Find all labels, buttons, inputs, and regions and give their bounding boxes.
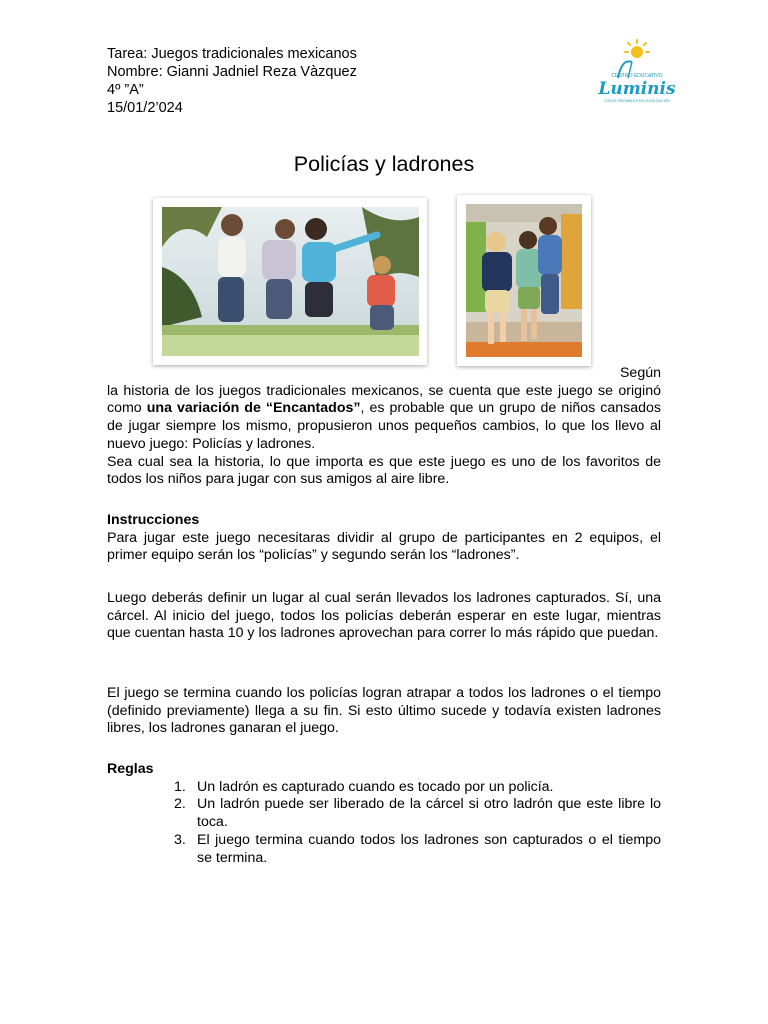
intro-paragraph bbox=[107, 383, 661, 454]
list-item bbox=[174, 832, 661, 867]
date-line: 15/01/2’024 bbox=[107, 100, 183, 116]
instructions-paragraph-1: Para jugar este juego necesitaras dividir al grupo de participantes en 2 equipos, el primer equipo serán los “policías” y segundo serán los “ladrones”. bbox=[107, 529, 661, 564]
intro-section bbox=[107, 365, 661, 489]
school-logo bbox=[588, 38, 686, 110]
intro-text-after: , es probable que un grupo de niños cansados de jugar siempre los mismo, propusieron unos pequeños cambios, lo que los llevo al nuevo juego: Policías y ladrones. bbox=[107, 400, 661, 452]
task-line: Tarea: Juegos tradicionales mexicanos bbox=[107, 46, 357, 62]
rule-text: El juego termina cuando todos los ladrones son capturados o el tiempo se termina. bbox=[197, 831, 661, 866]
luminis-logo-icon bbox=[588, 38, 686, 110]
intro-paragraph-2: Sea cual sea la historia, lo que importa es que este juego es uno de los favoritos de todos los niños para jugar con sus amigos al aire libre. bbox=[107, 453, 661, 488]
logo-brand-text: Luminis bbox=[598, 79, 676, 99]
children-hallway-icon bbox=[466, 204, 582, 357]
children-running-icon bbox=[162, 207, 419, 356]
instructions-paragraph-3-block bbox=[107, 685, 661, 738]
rule-number: 3. bbox=[174, 831, 186, 848]
grade-line: 4º ”A” bbox=[107, 82, 144, 98]
rule-text: Un ladrón puede ser liberado de la cárcel si otro ladrón que este libre lo toca. bbox=[197, 796, 661, 831]
instructions-heading: Instrucciones bbox=[107, 512, 200, 528]
page-title: Policías y ladrones bbox=[293, 152, 475, 176]
rule-number: 2. bbox=[174, 796, 186, 813]
photo-children-running bbox=[153, 198, 427, 365]
list-item bbox=[174, 796, 661, 831]
intro-first-word: Según bbox=[619, 365, 661, 381]
photo-children-hallway bbox=[457, 195, 591, 366]
rules-list bbox=[107, 779, 661, 868]
instructions-paragraph-3: El juego se termina cuando los policías logran atrapar a todos los ladrones o el tiempo (definido previamente) llega a su fin. Si esto último sucede y todavía existen ladrones libres, los ladrones ganaran el juego. bbox=[107, 685, 661, 737]
rule-number: 1. bbox=[174, 778, 186, 795]
logo-tagline: LOGOS ORIGINALES EN LA EDUCACIÓN bbox=[604, 99, 670, 103]
intro-bold-text: una variación de “Encantados” bbox=[146, 400, 361, 417]
rules-heading: Reglas bbox=[107, 761, 154, 777]
instructions-paragraph-2-block bbox=[107, 590, 661, 643]
sun-icon bbox=[625, 40, 649, 58]
rules-section bbox=[107, 761, 661, 867]
list-item bbox=[174, 779, 661, 797]
instructions-section bbox=[107, 512, 661, 565]
logo-top-text: CENTRO EDUCATIVO bbox=[611, 73, 663, 79]
intro-text: la historia de los juegos tradicionales mexicanos, se cuenta que este juego se originó como bbox=[107, 382, 661, 417]
name-line: Nombre: Gianni Jadniel Reza Vàzquez bbox=[107, 64, 357, 80]
header-info bbox=[107, 45, 357, 117]
rule-text: Un ladrón es capturado cuando es tocado por un policía. bbox=[197, 778, 554, 795]
instructions-paragraph-2: Luego deberás definir un lugar al cual serán llevados los ladrones capturados. Sí, una cárcel. Al inicio del juego, todos los policías deberán esperar en este lugar, mientras que cuentan hasta 10 y los ladrones aprovechan para correr lo más rápido que puedan. bbox=[107, 590, 661, 642]
